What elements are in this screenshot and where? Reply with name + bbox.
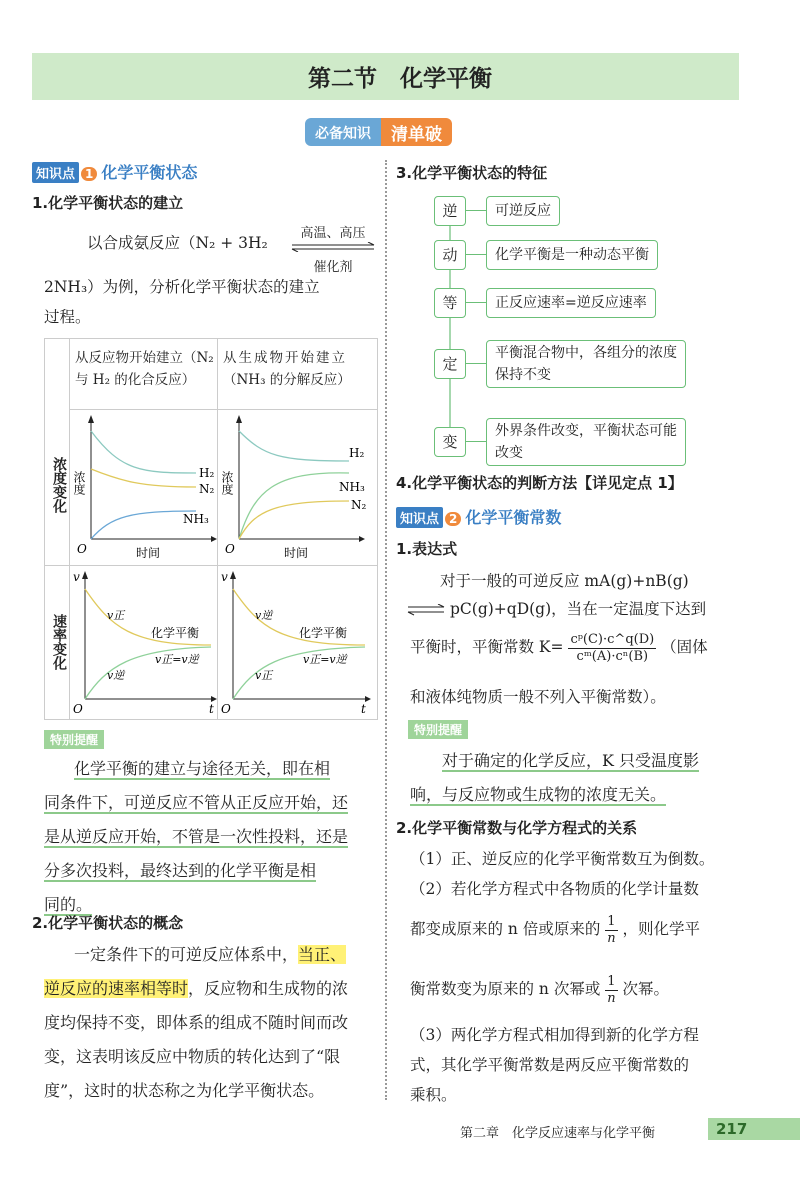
k2-line7: 乘积。 <box>410 1086 457 1104</box>
k1-line2: pC(g)+qD(g)，当在一定温度下达到 <box>450 600 707 618</box>
s1-p1: 以合成氨反应（N₂ + 3H₂ <box>87 234 268 252</box>
k2-heading: 2.化学平衡常数与化学方程式的关系 <box>396 819 638 837</box>
feature-connector <box>466 254 486 255</box>
frac-num: 1 <box>607 973 616 989</box>
tip1-line2: 同条件下，可逆反应不管从正反应开始，还 <box>44 793 349 812</box>
feature-key: 等 <box>434 288 466 318</box>
label-eq-rel: v正=v逆 <box>155 653 199 666</box>
tip2-label: 特别提醒 <box>408 720 468 739</box>
feature-key: 变 <box>434 427 466 457</box>
k1-line4: 和液体纯物质一般不列入平衡常数）。 <box>410 688 666 706</box>
feature-key: 动 <box>434 240 466 270</box>
origin: O <box>221 702 231 716</box>
s2-text <box>44 938 348 1108</box>
feature-connector <box>466 302 486 303</box>
k1-line3a: 平衡时，平衡常数 K= <box>410 638 564 656</box>
k-denominator: cᵐ(A)·cⁿ(B) <box>576 648 649 664</box>
row2-label: 速率变化 <box>51 614 67 670</box>
reversible-arrow-icon <box>406 604 446 616</box>
curve-h2 <box>239 473 349 539</box>
x-arrow-icon <box>365 696 371 702</box>
col2-line2: （NH₃ 的分解反应） <box>223 372 351 388</box>
kp1-title: 化学平衡状态 <box>101 163 198 182</box>
label-h2: H₂ <box>349 446 365 460</box>
kp2-title: 化学平衡常数 <box>465 508 562 527</box>
k-numerator: cᵖ(C)·c^q(D) <box>570 631 655 647</box>
label-nh3: NH₃ <box>339 480 365 494</box>
cond-top: 高温、高压 <box>300 226 366 241</box>
s2-line2b: ，反应物和生成物的浓 <box>188 979 349 998</box>
k2-line3b: ，则化学平 <box>622 920 701 938</box>
graph-conc-forward <box>71 411 217 563</box>
tip1-line4: 分多次投料，最终达到的化学平衡是相 <box>44 861 317 880</box>
k2-line4a: 衡常数变为原来的 n 次幂或 <box>410 980 601 998</box>
s1-heading: 1.化学平衡状态的建立 <box>32 194 184 212</box>
s2-line2a: 逆反应的速率相等时 <box>44 979 189 998</box>
column-divider <box>385 160 387 1100</box>
feature-desc <box>486 418 686 466</box>
y-label: v <box>73 570 80 584</box>
kp1-num: 1 <box>81 167 97 181</box>
y-arrow-icon <box>88 415 94 423</box>
graph-rate-forward <box>71 567 217 717</box>
kp2-tag: 知识点 <box>396 507 443 528</box>
origin: O <box>73 702 83 716</box>
s3-heading: 3.化学平衡状态的特征 <box>396 164 548 182</box>
tip1-line5: 同的。 <box>44 895 93 914</box>
t-label: t <box>361 702 366 716</box>
s4-heading: 4.化学平衡状态的判断方法【详见定点 1】 <box>396 474 683 492</box>
frac-den: n <box>607 930 616 946</box>
label-vni: v逆 <box>107 669 125 682</box>
section-banner <box>305 118 452 146</box>
tip2-line1: 对于确定的化学反应，K 只受温度影 <box>442 751 700 770</box>
k2-line6: 式，其化学平衡常数是两反应平衡常数的 <box>410 1056 690 1074</box>
label-n2: N₂ <box>351 498 367 512</box>
kp1-header <box>32 160 197 183</box>
feature-key: 逆 <box>434 196 466 226</box>
frac-den: n <box>607 990 616 1006</box>
label-eq-rel: v正=v逆 <box>303 653 347 666</box>
y-arrow-icon <box>236 415 242 423</box>
x-arrow-icon <box>211 536 217 542</box>
kp1-tag: 知识点 <box>32 162 79 183</box>
y-label: 浓度 <box>220 471 234 495</box>
page-number: 217 <box>708 1118 800 1140</box>
graph-conc-reverse <box>219 411 377 563</box>
k1-line3b: （固体 <box>661 638 708 656</box>
tip1-text <box>44 752 348 922</box>
label-equil: 化学平衡 <box>151 626 200 640</box>
curve-n2 <box>239 501 349 539</box>
feature-connector <box>466 210 486 211</box>
curve-h2 <box>91 431 196 473</box>
k2-line1: （1）正、逆反应的化学平衡常数互为倒数。 <box>410 850 715 868</box>
t-label: t <box>209 702 214 716</box>
label-vzheng: v正 <box>107 609 125 622</box>
label-vni: v逆 <box>255 609 273 622</box>
feature-desc-line1: 正反应速率=逆反应速率 <box>495 295 647 311</box>
tip2-text <box>410 744 699 812</box>
label-nh3: NH₃ <box>183 512 209 526</box>
k1-line1: 对于一般的可逆反应 mA(g)+nB(g) <box>440 572 689 590</box>
graph-table <box>44 338 378 720</box>
origin: O <box>225 542 235 556</box>
banner-left: 必备知识 <box>305 118 381 146</box>
y-arrow-icon <box>82 571 88 579</box>
k2-line2: （2）若化学方程式中各物质的化学计量数 <box>410 880 699 898</box>
curve-nh3 <box>91 511 196 539</box>
feature-connector <box>466 363 486 364</box>
s2-line1a: 一定条件下的可逆反应体系中， <box>74 945 299 964</box>
col1-header <box>75 347 214 391</box>
s1-p3: 过程。 <box>44 308 91 326</box>
x-arrow-icon <box>359 536 365 542</box>
banner-right: 清单破 <box>381 118 452 146</box>
x-label: 时间 <box>284 546 309 560</box>
label-h2: H₂ <box>199 466 215 480</box>
label-equil: 化学平衡 <box>299 626 348 640</box>
label-n2: N₂ <box>199 482 215 496</box>
k-fraction <box>568 632 656 665</box>
reaction-condition <box>290 222 376 275</box>
k2-line4 <box>410 972 669 1007</box>
k2-line3 <box>410 912 700 947</box>
origin: O <box>77 542 87 556</box>
feature-desc <box>486 288 656 318</box>
footer-chapter: 第二章 化学反应速率与化学平衡 <box>460 1126 656 1141</box>
page-title: 第二节 化学平衡 <box>308 66 492 92</box>
tip2-line2: 响，与反应物或生成物的浓度无关。 <box>410 785 667 804</box>
feature-key: 定 <box>434 349 466 379</box>
feature-desc-line2: 改变 <box>495 445 523 461</box>
k2-line3a: 都变成原来的 n 倍或原来的 <box>410 920 601 938</box>
k1-heading: 1.表达式 <box>396 540 458 558</box>
col2-line1: 从生成物开始建立 <box>223 350 347 366</box>
label-vzheng: v正 <box>255 669 273 682</box>
feature-desc-line2: 保持不变 <box>495 367 551 383</box>
feature-desc-line1: 外界条件改变，平衡状态可能 <box>495 423 677 439</box>
kp2-header <box>396 505 561 528</box>
fraction-1-n <box>605 974 617 1007</box>
s2-line3: 度均保持不变，即体系的组成不随时间而改 <box>44 1013 349 1032</box>
feature-desc-line1: 化学平衡是一种动态平衡 <box>495 247 649 263</box>
tip1-line3: 是从逆反应开始，不管是一次性投料，还是 <box>44 827 349 846</box>
kp2-num: 2 <box>445 512 461 526</box>
frac-num: 1 <box>607 913 616 929</box>
cond-bottom: 催化剂 <box>313 260 353 275</box>
feature-desc-line1: 平衡混合物中，各组分的浓度 <box>495 345 677 361</box>
s1-p2: 2NH₃）为例，分析化学平衡状态的建立 <box>44 278 320 296</box>
x-label: 时间 <box>136 546 161 560</box>
feature-connector <box>466 441 486 442</box>
curve-n2 <box>91 469 196 487</box>
tip1-line1: 化学平衡的建立与途径无关，即在相 <box>74 759 331 778</box>
curve-nh3 <box>239 431 349 461</box>
tip1-label: 特别提醒 <box>44 730 104 749</box>
graph-rate-reverse <box>219 567 377 717</box>
fraction-1-n <box>605 914 617 947</box>
s2-line5: 度”，这时的状态称之为化学平衡状态。 <box>44 1081 325 1100</box>
feature-desc <box>486 340 686 388</box>
col2-header <box>223 347 351 391</box>
k2-line5: （3）两化学方程式相加得到新的化学方程 <box>410 1026 699 1044</box>
row1-label: 浓度变化 <box>51 457 67 513</box>
col1-line2: 与 H₂ 的化合反应） <box>75 372 196 388</box>
y-arrow-icon <box>230 571 236 579</box>
col1-line1: 从反应物开始建立（N₂ <box>75 350 214 366</box>
feature-desc <box>486 196 560 226</box>
y-label: v <box>221 570 228 584</box>
y-label: 浓度 <box>72 471 86 495</box>
k2-line4b: 次幂。 <box>622 980 670 998</box>
reversible-arrow-icon <box>290 242 376 252</box>
s2-line4: 变，这表明该反应中物质的转化达到了“限 <box>44 1047 341 1066</box>
feature-desc <box>486 240 658 270</box>
s2-line1b: 当正、 <box>298 945 347 964</box>
k1-line3 <box>410 630 708 665</box>
feature-desc-line1: 可逆反应 <box>495 203 551 219</box>
s2-heading: 2.化学平衡状态的概念 <box>32 914 184 932</box>
